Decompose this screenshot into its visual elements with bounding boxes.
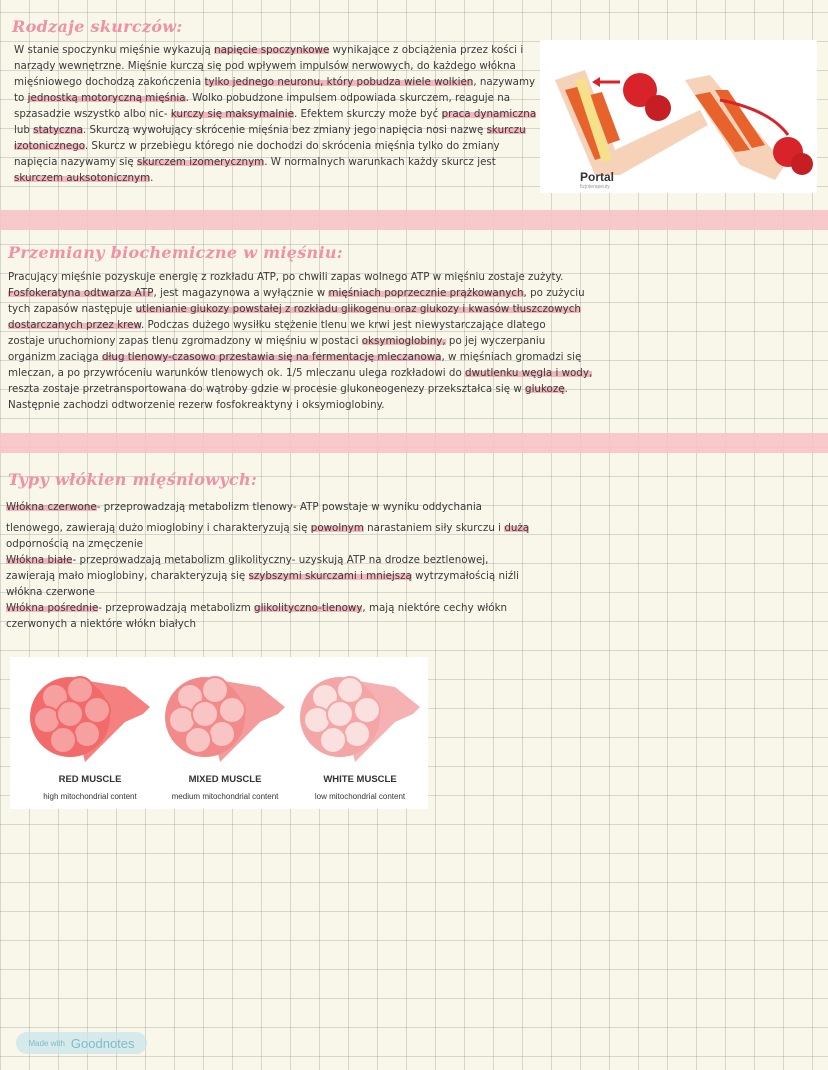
- contractions-text: [14, 42, 536, 186]
- section-divider: [0, 210, 828, 230]
- goodnotes-badge[interactable]: [16, 1032, 147, 1054]
- highlighted-text: Włókna białe: [6, 554, 73, 566]
- fiber-types-text: [6, 499, 529, 632]
- text-segment: lub: [14, 124, 34, 136]
- text-line: [8, 381, 592, 397]
- text-segment: tych zapasów następuje: [8, 303, 136, 315]
- text-segment: , po zużyciu: [523, 287, 585, 299]
- text-segment: . Podczas dużego wysiłku stężenie tlenu we krwi jest niewystarczające dlatego: [140, 319, 546, 331]
- highlighted-text: mięśniach poprzecznie prążkowanych: [328, 287, 524, 299]
- text-segment: spzasadzie wszystko albo nic-: [14, 108, 171, 120]
- flexed-arm-illustration: [555, 70, 708, 175]
- text-line: [14, 154, 536, 170]
- text-segment: narastaniem siły skurczu i: [363, 522, 505, 534]
- highlighted-text: Włókna czerwone: [6, 501, 97, 513]
- text-line: [14, 58, 536, 74]
- text-segment: .: [150, 172, 154, 184]
- text-segment: . Skurczą wywołujący skrócenie mięśnia bez zmiany jego napięcia nosi nazwę: [82, 124, 487, 136]
- text-line: [14, 42, 536, 58]
- portal-logo-sub: fizjoterapeuty: [580, 184, 610, 190]
- highlighted-text: glikolityczno-tlenowy: [254, 602, 363, 614]
- text-segment: wynikające z obciążenia przez kości i: [329, 44, 524, 56]
- highlighted-text: dostarczanych przez krew: [8, 319, 141, 331]
- text-line: [14, 74, 536, 90]
- highlighted-text: dwutlenku węgla i wody,: [465, 367, 593, 379]
- text-segment: zostaje uruchomiony zapas tlenu zgromadzony w mięśniu w postaci: [8, 335, 362, 347]
- highlighted-text: skurczem izomerycznym: [136, 156, 265, 168]
- highlighted-text: glukozę: [525, 383, 565, 395]
- text-line: [8, 365, 592, 381]
- highlighted-text: napięcie spoczynkowe: [214, 44, 330, 56]
- text-segment: mięśniowego dochodzą zakończenia: [14, 76, 205, 88]
- highlighted-text: szybszymi skurczami i mniejszą: [248, 570, 412, 582]
- text-line: [14, 106, 536, 122]
- highlighted-text: skurczu: [486, 124, 526, 136]
- text-segment: W stanie spoczynku mięśnie wykazują: [14, 44, 215, 56]
- text-segment: narządy wewnętrzne. Mięśnie kurczą się pod wpływem impulsów nerwowych, do każdego włókna: [14, 60, 516, 72]
- muscle-type-desc: low mitochondrial content: [314, 792, 406, 801]
- muscle-cross-section-0: [25, 662, 155, 767]
- text-segment: organizm zaciąga: [8, 351, 102, 363]
- text-segment: - przeprowadzają metabolizm: [98, 602, 255, 614]
- highlighted-text: statyczna: [33, 124, 83, 136]
- text-segment: Pracujący mięśnie pozyskuje energię z rozkładu ATP, po chwili zapas wolnego ATP w mięśniu zostaje zużyty.: [8, 271, 564, 283]
- text-line: [6, 568, 529, 584]
- text-line: [14, 90, 536, 106]
- text-segment: - przeprowadzają metabolizm glikolityczny- uzyskują ATP na drodze beztlenowej,: [72, 554, 489, 566]
- highlighted-text: utlenianie glukozy powstałej z rozkładu glikogenu oraz glukozy i kwasów tłuszczowych: [135, 303, 581, 315]
- text-segment: , mają niektóre cechy włókn: [362, 602, 508, 614]
- muscle-type-desc: high mitochondrial content: [43, 792, 137, 801]
- text-line: [8, 397, 592, 413]
- made-with-label: Made with: [28, 1038, 65, 1048]
- highlighted-text: praca dynamiczna: [441, 108, 537, 120]
- text-segment: po jej wyczerpaniu: [445, 335, 546, 347]
- text-segment: - przeprowadzają metabolizm tlenowy- ATP powstaje w wyniku oddychania: [96, 501, 482, 513]
- text-line: [8, 349, 592, 365]
- muscle-cross-section-1: [160, 662, 290, 767]
- highlighted-text: skurczem auksotonicznym: [14, 172, 151, 184]
- text-line: [6, 584, 529, 600]
- text-segment: , jest magazynowa a wyłącznie w: [153, 287, 329, 299]
- text-segment: wytrzymałością niźli: [411, 570, 519, 582]
- highlighted-text: oksymioglobiny,: [361, 335, 446, 347]
- arm-contraction-image: [540, 40, 817, 193]
- section-title-biochemistry: Przemiany biochemiczne w mięśniu:: [8, 243, 344, 262]
- text-segment: . Wolko pobudzone impulsem odpowiada skurczem, reaguje na: [185, 92, 511, 104]
- muscle-type-label: RED MUSCLE: [58, 774, 122, 785]
- text-segment: . Skurcz w przebiegu którego nie dochodzi do skrócenia mięśnia tylko do zmiany: [84, 140, 500, 152]
- text-line: [8, 333, 592, 349]
- muscle-type-label: WHITE MUSCLE: [323, 774, 397, 785]
- text-segment: czerwonych a niektóre włókn białych: [6, 618, 196, 630]
- section-title-fiber-types: Typy włókien mięśniowych:: [8, 470, 258, 489]
- text-line: [14, 122, 536, 138]
- text-line: [6, 600, 529, 616]
- text-segment: , w mięśniach gromadzi się: [441, 351, 582, 363]
- highlighted-text: dług tlenowy-czasowo przestawia się na fermentację mleczanowa: [101, 351, 442, 363]
- text-segment: włókna czerwone: [6, 586, 95, 598]
- section-divider: [0, 433, 828, 453]
- text-segment: , nazywamy: [473, 76, 536, 88]
- biochemistry-text: [8, 269, 592, 413]
- text-line: [8, 285, 592, 301]
- text-segment: tlenowego, zawierają dużo mioglobiny i charakteryzują się: [6, 522, 311, 534]
- text-segment: to: [14, 92, 28, 104]
- text-segment: napięcia nazywamy się: [14, 156, 137, 168]
- highlighted-text: Włókna pośrednie: [6, 602, 99, 614]
- muscle-type-desc: medium mitochondrial content: [171, 792, 279, 801]
- highlighted-text: Fosfokeratyna odtwarza ATP: [8, 287, 154, 299]
- muscle-cross-section-2: [295, 662, 425, 767]
- section-title-contractions: Rodzaje skurczów:: [12, 17, 183, 36]
- text-segment: .: [564, 383, 568, 395]
- text-segment: Następnie zachodzi odtworzenie rezerw fosfokreaktyny i oksymioglobiny.: [8, 399, 385, 411]
- text-segment: mleczan, a po przywróceniu warunków tlenowych ok. 1/5 mleczanu ulega rozkładowi do: [8, 367, 466, 379]
- muscle-types-image: [10, 657, 428, 809]
- text-line: [8, 269, 592, 285]
- highlighted-text: jednostką motoryczną mięśnia: [27, 92, 186, 104]
- highlighted-text: kurczy się maksymalnie: [170, 108, 295, 120]
- highlighted-text: izotonicznego: [14, 140, 85, 152]
- text-line: [6, 616, 529, 632]
- text-segment: odpornością na zmęczenie: [6, 538, 144, 550]
- text-line: [14, 138, 536, 154]
- highlighted-text: powolnym: [310, 522, 364, 534]
- goodnotes-brand: Goodnotes: [70, 1035, 135, 1051]
- text-segment: . W normalnych warunkach każdy skurcz jest: [264, 156, 496, 168]
- extended-arm-illustration: [685, 75, 813, 180]
- text-segment: zawierają mało mioglobiny, charakteryzują się: [6, 570, 249, 582]
- text-segment: . Efektem skurczy może być: [294, 108, 442, 120]
- muscle-type-label: MIXED MUSCLE: [188, 774, 262, 785]
- highlighted-text: tylko jednego neuronu, który pobudza wiele wolkien: [204, 76, 474, 88]
- text-line: [14, 170, 536, 186]
- text-line: [6, 499, 529, 520]
- text-line: [8, 317, 592, 333]
- text-line: [6, 552, 529, 568]
- text-line: [6, 520, 529, 536]
- text-segment: reszta zostaje przetransportowana do wątroby gdzie w procesie glukoneogenezy przekształca się w: [8, 383, 526, 395]
- portal-logo: Portal: [580, 170, 615, 184]
- text-line: [8, 301, 592, 317]
- highlighted-text: dużą: [504, 522, 530, 534]
- text-line: [6, 536, 529, 552]
